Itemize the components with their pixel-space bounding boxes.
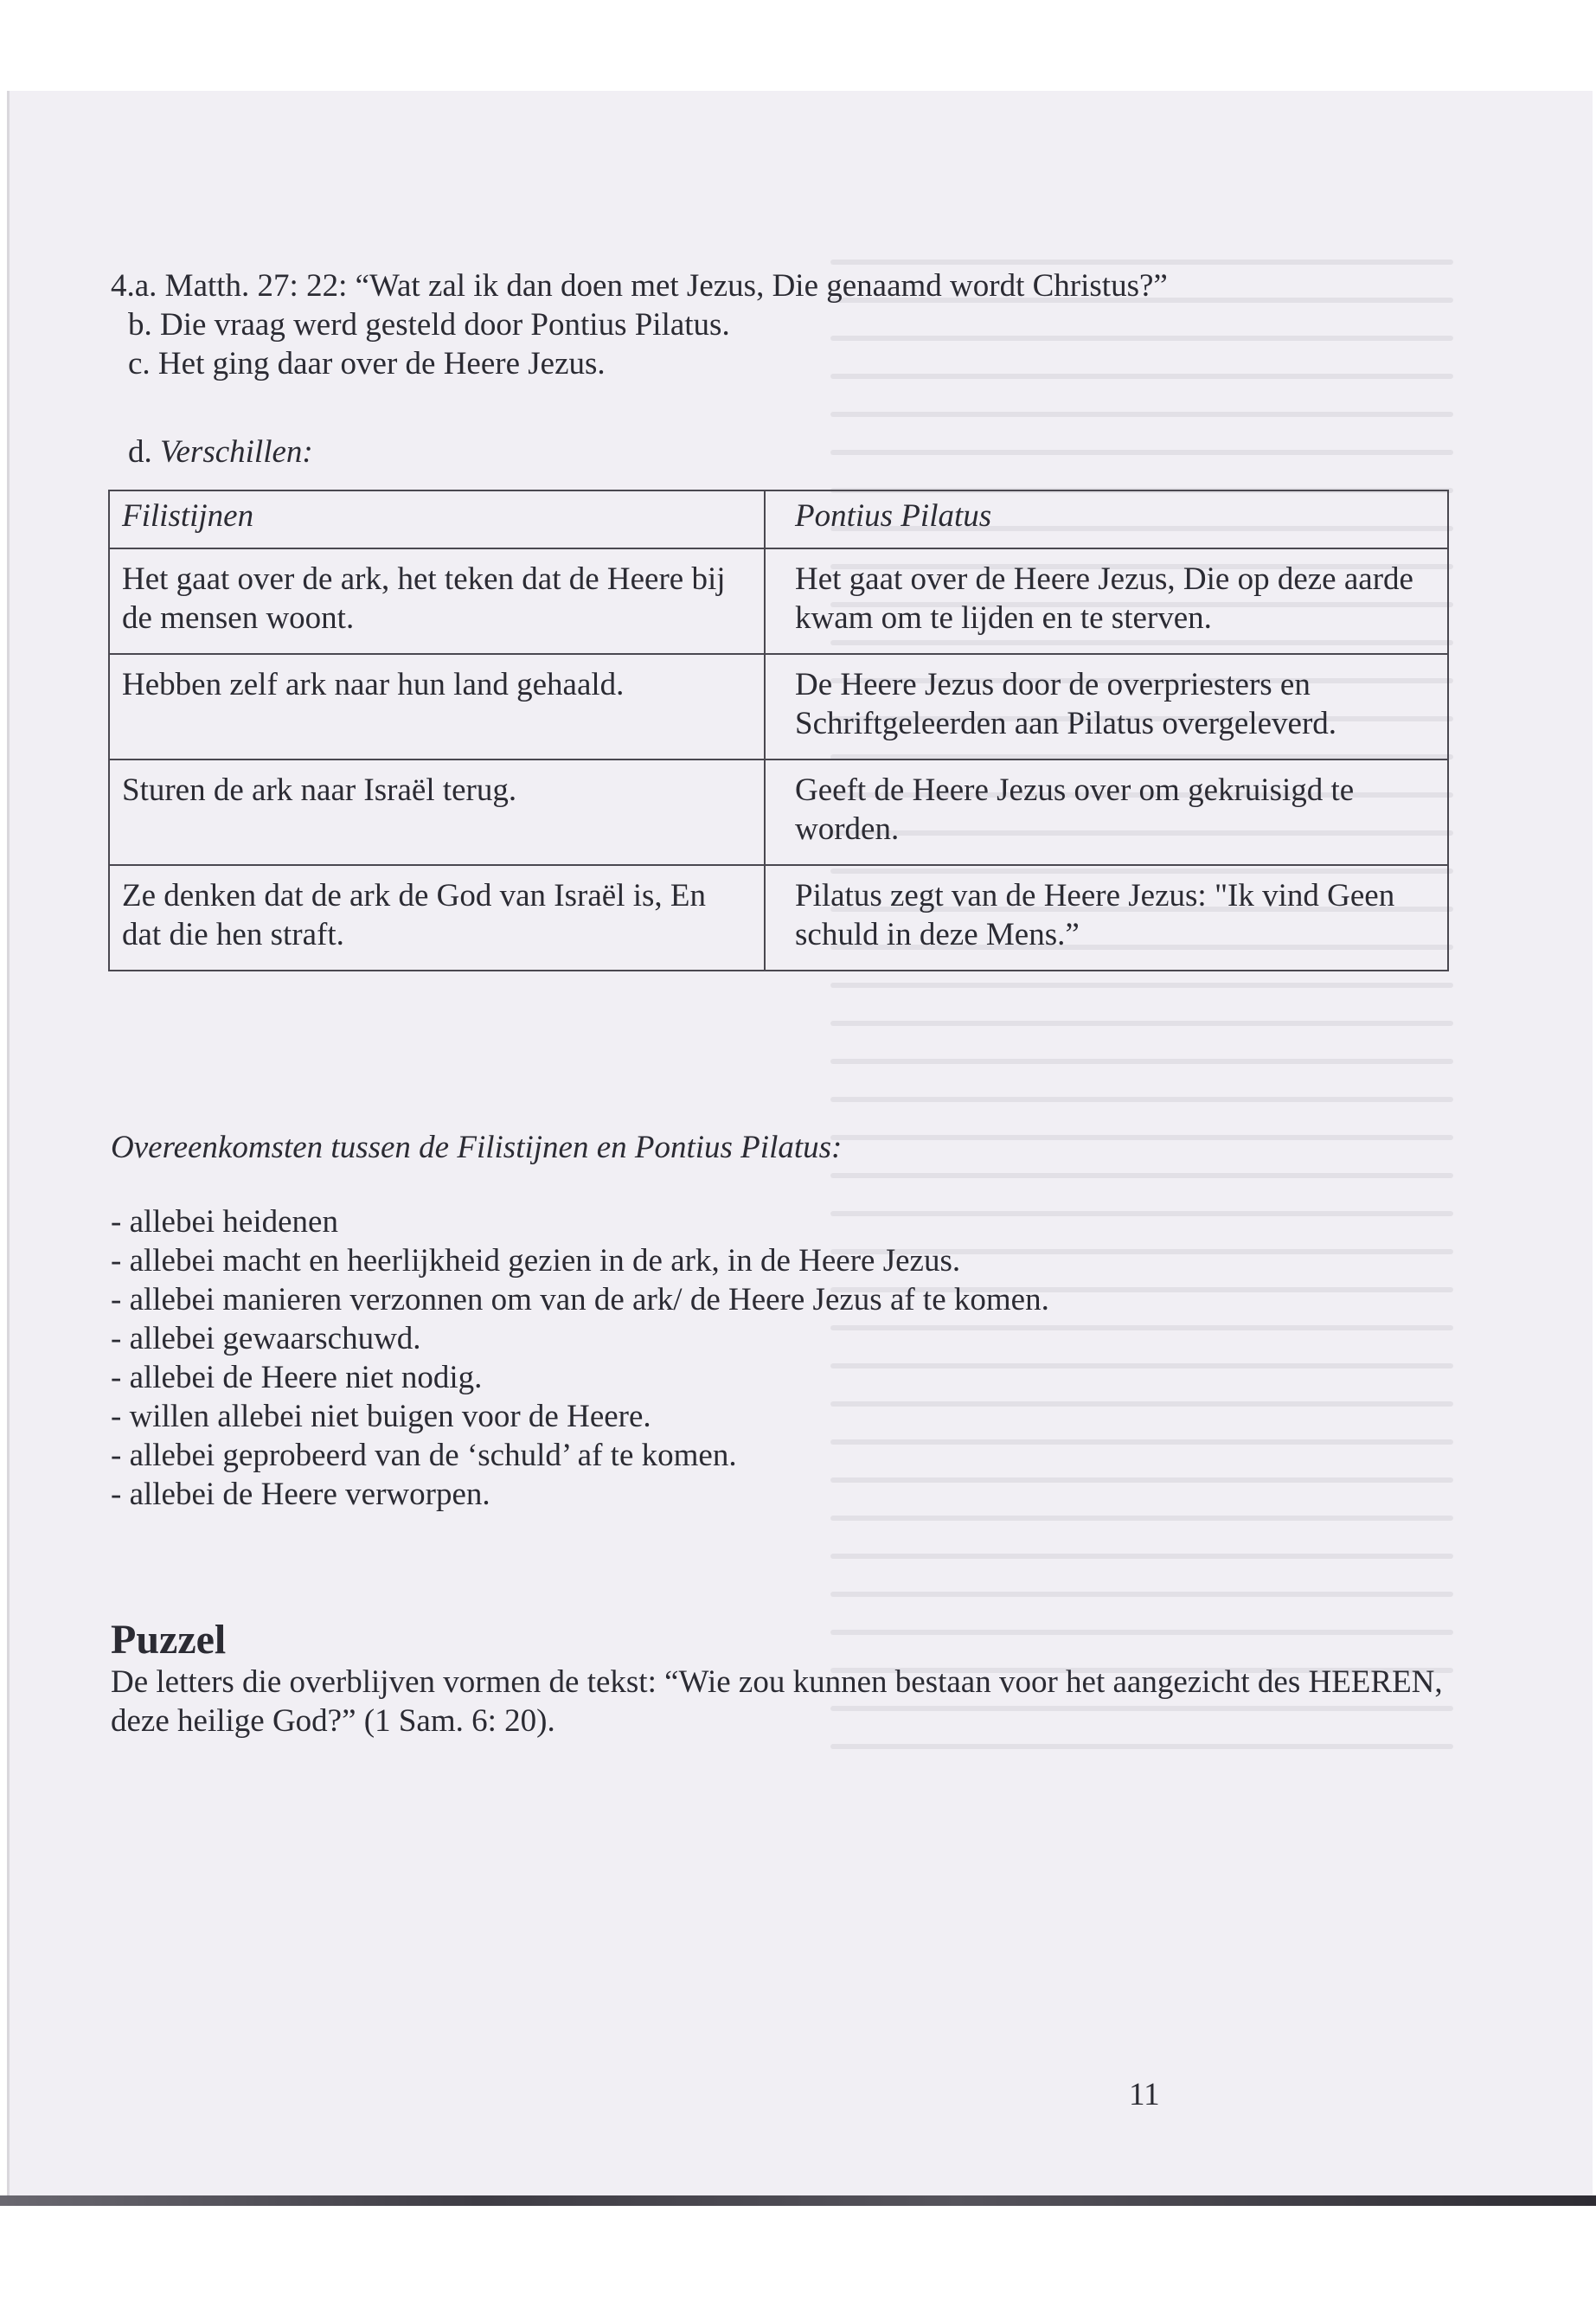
- list-item: - allebei manieren verzonnen om van de ark/ de Heere Jezus af te komen.: [111, 1280, 1049, 1319]
- table-cell: Hebben zelf ark naar hun land gehaald.: [109, 654, 765, 760]
- table-header-cell: Filistijnen: [109, 490, 765, 548]
- table-cell: Ze denken dat de ark de God van Israël is, En dat die hen straft.: [109, 865, 765, 971]
- question-a: 4.a. Matth. 27: 22: “Wat zal ik dan doen met Jezus, Die genaamd wordt Christus?”: [111, 268, 1168, 304]
- question-d: [128, 433, 313, 472]
- table-header-cell: Pontius Pilatus: [765, 490, 1448, 548]
- table-row: [109, 865, 1448, 971]
- scan-edge-bar: [0, 2195, 1596, 2206]
- table-cell: Pilatus zegt van de Heere Jezus: "Ik vind Geen schuld in deze Mens.”: [765, 865, 1448, 971]
- list-item: - willen allebei niet buigen voor de Heere.: [111, 1397, 1049, 1436]
- table-cell: Sturen de ark naar Israël terug.: [109, 760, 765, 865]
- list-item: - allebei geprobeerd van de ‘schuld’ af te komen.: [111, 1436, 1049, 1475]
- table-cell: Geeft de Heere Jezus over om gekruisigd te worden.: [765, 760, 1448, 865]
- differences-table: [108, 490, 1449, 971]
- list-item: - allebei macht en heerlijkheid gezien in de ark, in de Heere Jezus.: [111, 1241, 1049, 1280]
- question-b: b. Die vraag werd gesteld door Pontius Pilatus.: [128, 307, 730, 343]
- puzzel-text: De letters die overblijven vormen de tekst: “Wie zou kunnen bestaan voor het aangezicht des HEEREN, deze heilige God?” (1 Sam. 6: 20).: [111, 1664, 1443, 1739]
- question-d-prefix: d.: [128, 434, 152, 470]
- similarities-title: Overeenkomsten tussen de Filistijnen en Pontius Pilatus:: [111, 1130, 843, 1165]
- question-d-label: Verschillen:: [160, 434, 313, 470]
- table-cell: Het gaat over de ark, het teken dat de Heere bij de mensen woont.: [109, 548, 765, 654]
- list-item: - allebei heidenen: [111, 1202, 1049, 1241]
- table-row: [109, 654, 1448, 760]
- list-item: - allebei de Heere verworpen.: [111, 1475, 1049, 1514]
- question-c: c. Het ging daar over de Heere Jezus.: [128, 346, 606, 381]
- table-cell: Het gaat over de Heere Jezus, Die op deze aarde kwam om te lijden en te sterven.: [765, 548, 1448, 654]
- page-number: 11: [1129, 2077, 1160, 2112]
- table-row: [109, 548, 1448, 654]
- similarities-list: [111, 1202, 1049, 1514]
- table-row: [109, 760, 1448, 865]
- table-cell: De Heere Jezus door de overpriesters en Schriftgeleerden aan Pilatus overgeleverd.: [765, 654, 1448, 760]
- puzzel-heading: Puzzel: [111, 1617, 227, 1663]
- list-item: - allebei gewaarschuwd.: [111, 1319, 1049, 1358]
- table-header-row: [109, 490, 1448, 548]
- list-item: - allebei de Heere niet nodig.: [111, 1358, 1049, 1397]
